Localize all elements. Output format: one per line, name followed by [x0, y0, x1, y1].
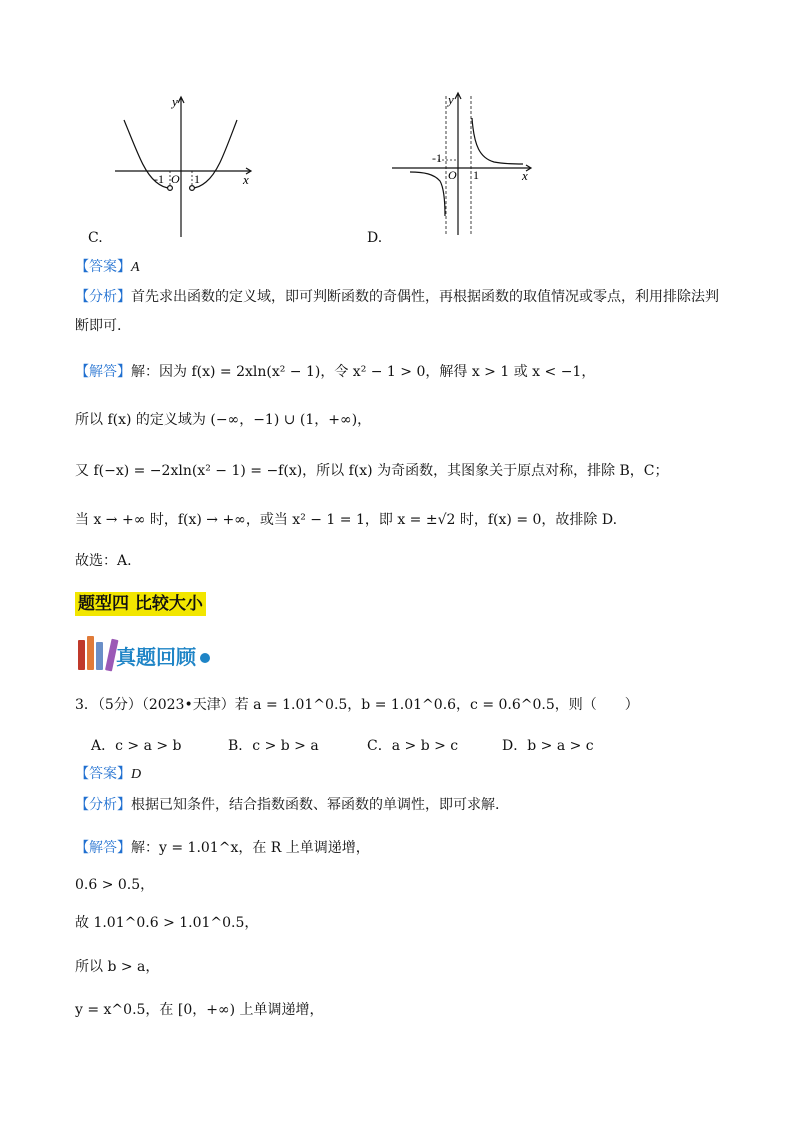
q3-sol1-text: 解：y = 1.01^x，在 R 上单调递增，: [131, 840, 370, 856]
q3-solution-line2: 0.6 > 0.5，: [75, 877, 155, 893]
graph-d-y-label: y: [448, 92, 454, 107]
q3-option-a: A．c > a > b: [91, 738, 182, 754]
q2-answer: [75, 257, 140, 278]
q2-sol1-text: 解：因为 f(x) = 2xln(x² − 1)，令 x² − 1 > 0，解得 x > 1 或 x < −1，: [131, 364, 596, 380]
q3-option-c: C．a > b > c: [367, 738, 459, 754]
q3-option-d: D．b > a > c: [502, 738, 594, 754]
banner: [78, 636, 210, 670]
graph-c-neg1-label: -1: [154, 172, 164, 186]
graph-c-pos1-label: 1: [194, 172, 200, 186]
q2-solution-line4: 当 x → +∞ 时，f(x) → +∞，或当 x² − 1 = 1，即 x = ±√2 时，f(x) = 0，故排除 D.: [75, 512, 618, 528]
q3-solution-line5: y = x^0.5，在 [0，+∞) 上单调递增，: [75, 1002, 324, 1018]
section-title: 题型四 比较大小: [75, 592, 206, 616]
graph-d-left-curve: [410, 172, 445, 216]
graph-c-x-label: x: [243, 172, 249, 187]
graph-c: [110, 92, 260, 242]
q3-solution-line3: 故 1.01^0.6 > 1.01^0.5，: [75, 915, 259, 931]
graph-d-pos1-label: 1: [473, 168, 479, 182]
q3-analysis: [75, 795, 499, 815]
q2-answer-value: A: [131, 260, 140, 275]
graph-c-open-point-right: [190, 186, 195, 191]
q3-stem: 3．（5分）（2023•天津）若 a = 1.01^0.5，b = 1.01^0.6，c = 0.6^0.5，则（ ）: [75, 697, 639, 713]
graph-c-origin-label: O: [171, 172, 180, 186]
q3-solution-line1: [75, 838, 370, 858]
banner-dot-icon: [200, 653, 210, 663]
option-c-label: C.: [88, 230, 103, 246]
graph-d-origin-label: O: [448, 168, 457, 182]
q3-analysis-text: 根据已知条件，结合指数函数、幂函数的单调性，即可求解.: [131, 797, 500, 813]
q3-option-b: B．c > b > a: [228, 738, 319, 754]
q2-solution-line3: 又 f(−x) = −2xln(x² − 1) = −f(x)，所以 f(x) 为奇函数，其图象关于原点对称，排除 B，C；: [75, 463, 669, 479]
q3-analysis-label: 【分析】: [75, 797, 131, 813]
q3-solution-label: 【解答】: [75, 840, 131, 856]
q3-solution-line4: 所以 b > a，: [75, 959, 160, 975]
graph-d-x-label: x: [522, 168, 528, 183]
banner-title: 真题回顾: [116, 645, 196, 669]
graph-c-y-label: y: [172, 94, 178, 109]
q2-answer-label: 【答案】: [75, 259, 131, 275]
graph-c-open-point-left: [168, 186, 173, 191]
graph-d-right-curve: [472, 118, 523, 164]
q2-analysis-line1: 首先求出函数的定义域，即可判断函数的奇偶性，再根据函数的取值情况或零点，利用排除法判: [131, 289, 719, 305]
q3-answer-label: 【答案】: [75, 766, 131, 782]
graph-d-neg1-label: -1: [432, 151, 442, 165]
q3-answer: [75, 764, 141, 785]
q2-solution-line5: 故选：A.: [75, 553, 132, 569]
q3-answer-value: D: [131, 767, 142, 782]
graph-d: [388, 88, 538, 240]
q2-analysis-line2: 断即可.: [75, 318, 122, 334]
q2-analysis-label: 【分析】: [75, 289, 131, 305]
q2-solution-label: 【解答】: [75, 364, 131, 380]
books-icon: [78, 636, 112, 670]
q2-solution-line2: 所以 f(x) 的定义域为 (−∞，−1) ∪ (1，+∞)，: [75, 412, 372, 428]
q2-solution-line1: [75, 362, 595, 382]
q2-analysis: [75, 287, 719, 307]
option-d-label: D.: [367, 230, 383, 246]
